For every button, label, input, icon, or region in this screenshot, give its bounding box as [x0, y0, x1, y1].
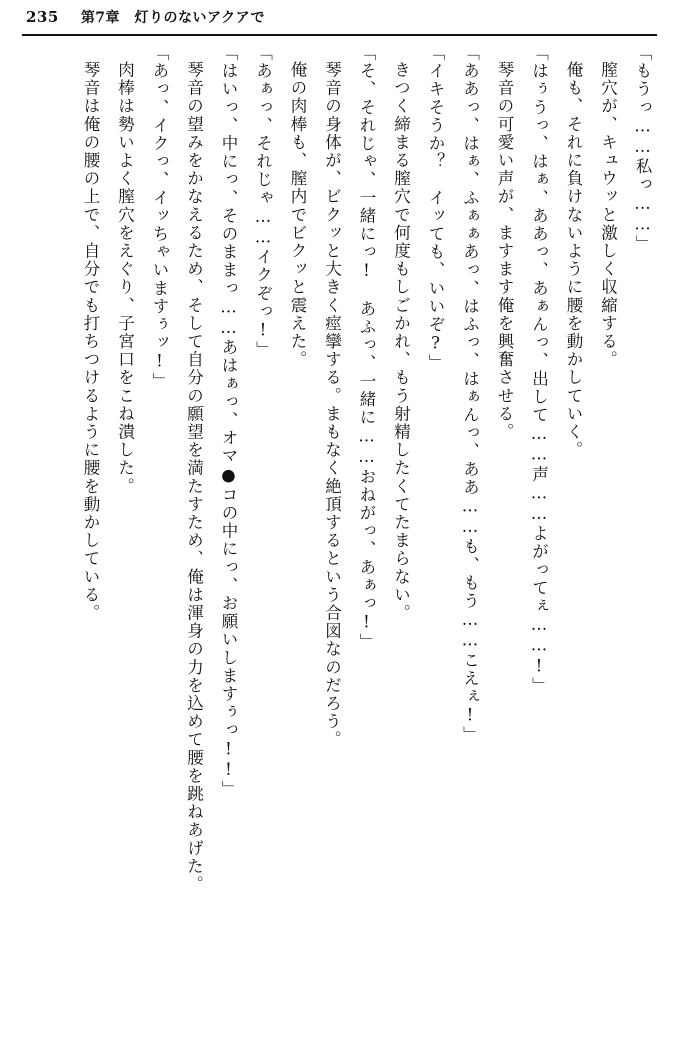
body-paragraph: 「あぁっ、それじゃ……イクぞっ!」 [253, 44, 273, 360]
body-paragraph: 琴音の身体が、ビクッと大きく痙攣する。まもなく絶頂するという合図なのだろう。 [322, 61, 342, 749]
body-paragraph: 「はぅうっ、はぁ、ああっ、あぁんっ、出して……声……よがってぇ……!」 [529, 44, 549, 695]
page-header [0, 0, 679, 34]
body-paragraph: 「イキそうか？ イッても、いいぞ?」 [426, 44, 445, 373]
body-paragraph: 「そ、それじゃ、一緒にっ! あふっ、一緒に……おねがっ、あぁっ!」 [357, 44, 376, 652]
header-divider-rule [22, 34, 657, 36]
chapter-title: 第7章 灯りのないアクアで [80, 10, 266, 26]
body-paragraph: 俺の肉棒も、膣内でビクッと震えた。 [288, 61, 307, 369]
page-body [20, 44, 659, 1034]
body-paragraph: 琴音の可愛い声が、ますます俺を興奮させる。 [495, 61, 514, 442]
body-paragraph: きつく締まる膣穴で何度もしごかれ、もう射精したくてたまらない。 [391, 61, 411, 623]
body-paragraph: 「はいっ、中にっ、そのままっ……あはぁっ、オマ●コの中にっ、お願いしますぅっ!!」 [219, 44, 238, 799]
body-paragraph: 肉棒は勢いよく膣穴をえぐり、子宮口をこね潰した。 [115, 61, 135, 496]
body-paragraph: 「あっ、イクっ、イッちゃいますぅッ!」 [150, 44, 169, 391]
body-paragraph: 「ああっ、はぁ、ふぁぁあっ、はふっ、はぁんっ、ああ……も、もう……こえぇ!」 [460, 44, 480, 745]
body-paragraph: 膣穴が、キュウッと激しく収縮する。 [598, 61, 618, 369]
body-paragraph: 「もうっ……私っ……」 [633, 44, 652, 254]
body-paragraph: 俺も、それに負けないように腰を動かしていく。 [564, 61, 583, 460]
vertical-text-block [73, 44, 660, 1029]
body-paragraph: 琴音の望みをかなえるため、そして自分の願望を満たすため、俺は渾身の力を込めて腰を跳ねあげた。 [184, 61, 204, 894]
body-paragraph: 琴音は俺の腰の上で、自分でも打ちつけるように腰を動かしている。 [81, 61, 100, 623]
page-number: 235 [26, 8, 59, 26]
